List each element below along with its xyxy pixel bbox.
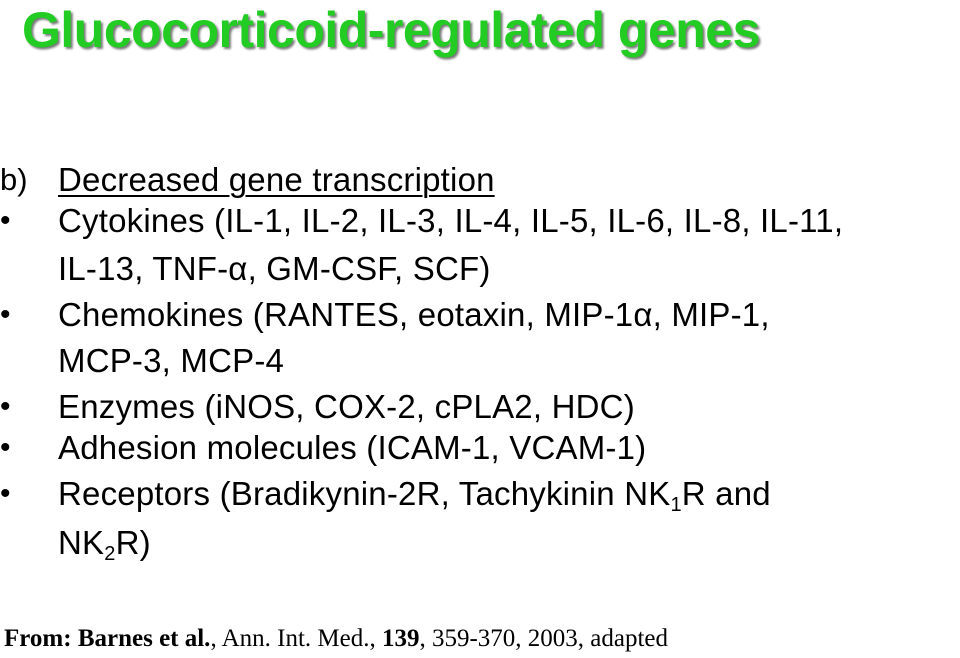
citation-separator: ,	[210, 625, 222, 652]
bullet-chemokines-line-2: MCP-3, MCP-4	[58, 342, 285, 379]
bullet-enzymes: Enzymes (iNOS, COX-2, cPLA2, HDC)	[58, 388, 635, 425]
citation-separator: ,	[369, 625, 382, 652]
citation-pages-year: , 359-370, 2003, adapted	[419, 625, 669, 652]
bullet-icon: •	[0, 431, 11, 464]
bullet-icon: •	[0, 204, 11, 237]
section-label: b)	[0, 162, 28, 197]
receptors-text: R)	[115, 524, 151, 561]
bullet-icon: •	[0, 390, 11, 423]
citation-journal: Ann. Int. Med.	[221, 625, 370, 652]
bullet-icon: •	[0, 298, 11, 331]
source-citation	[4, 622, 668, 656]
citation-from: From: Barnes et al.	[4, 625, 211, 652]
receptors-text: R and	[681, 475, 771, 512]
bullet-adhesion-molecules: Adhesion molecules (ICAM-1, VCAM-1)	[58, 429, 647, 466]
receptors-subscript: 1	[670, 494, 682, 516]
page-title: Glucocorticoid-regulated genes	[22, 2, 760, 58]
citation-volume: 139	[381, 625, 420, 652]
bullet-icon: •	[0, 477, 11, 510]
receptors-text: Receptors (Bradikynin-2R, Tachykinin NK	[58, 475, 671, 512]
section-heading: Decreased gene transcription	[58, 161, 495, 198]
bullet-cytokines-line-2: IL-13, TNF-α, GM-CSF, SCF)	[58, 250, 491, 287]
receptors-subscript: 2	[104, 543, 116, 565]
bullet-receptors-line-2	[58, 523, 151, 563]
bullet-cytokines-line-1: Cytokines (IL-1, IL-2, IL-3, IL-4, IL-5, IL-6, IL-8, IL-11,	[58, 202, 844, 239]
bullet-receptors-line-1	[58, 474, 771, 514]
receptors-text: NK	[58, 524, 105, 561]
bullet-chemokines-line-1: Chemokines (RANTES, eotaxin, MIP-1α, MIP-1,	[58, 296, 770, 333]
